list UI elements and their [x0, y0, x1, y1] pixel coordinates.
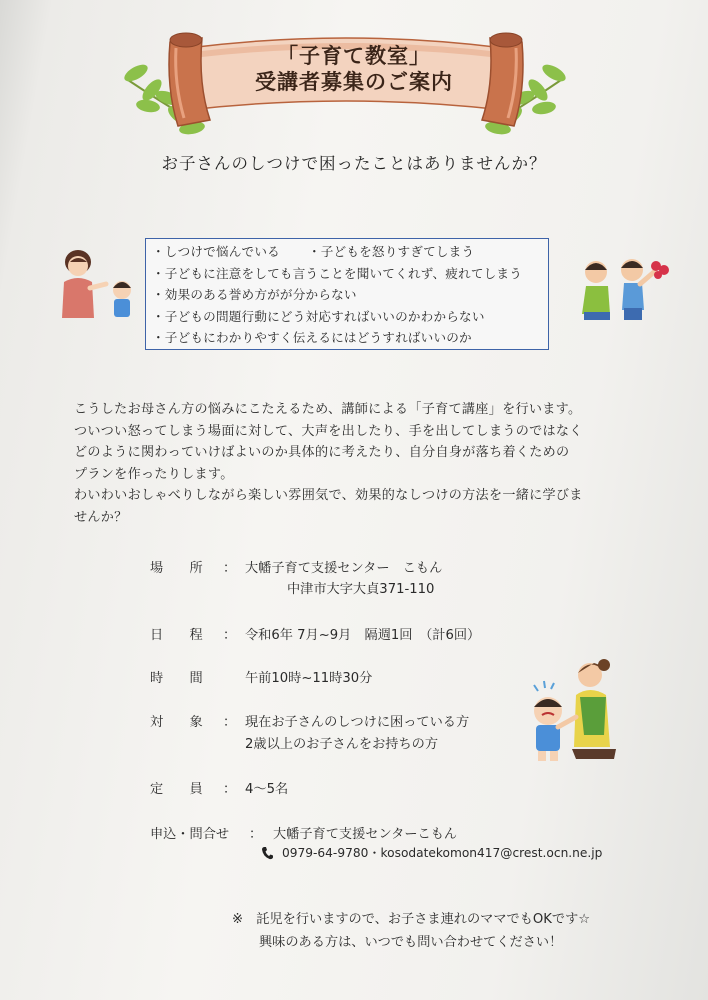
colon: ：	[223, 782, 237, 797]
capacity-value: 4～5名	[245, 782, 289, 797]
worry-item: ・子どもにわかりやすく伝えるにはどうすればいいのか	[152, 330, 472, 345]
colon: ：	[223, 715, 237, 730]
intro-paragraph	[74, 399, 634, 529]
intro-line: プランを作ったりします。	[74, 466, 234, 482]
banner-title-line2: 受講者募集のご案内	[255, 70, 453, 94]
target-label: 対 象	[150, 715, 203, 730]
target-value-1: 現在お子さんのしつけに困っている方	[245, 715, 470, 730]
schedule-label: 日 程	[150, 628, 203, 643]
intro-line: ついつい怒ってしまう場面に対して、大声を出したり、手を出してしまうのではなく	[74, 423, 583, 439]
worry-item: ・子どもを怒りすぎてしまう	[307, 244, 475, 259]
headline-question: お子さんのしつけで困ったことはありませんか？	[161, 154, 547, 173]
contact-phone-email: 0979-64-9780・kosodatekomon417@crest.ocn.ne.jp	[282, 846, 603, 860]
worry-item: ・しつけで悩んでいる	[152, 244, 280, 259]
contact-label: 申込・問合せ	[150, 827, 230, 842]
footnote	[232, 908, 590, 954]
mother-scolding-illustration	[56, 244, 140, 320]
banner-title-line1: 「子育て教室」	[277, 44, 431, 68]
intro-line: せんか？	[74, 509, 128, 525]
intro-line: どのように関わっていけばよいのか具体的に考えたり、自分自身が落ち着くための	[74, 445, 570, 461]
place-value: 大幡子育て支援センター こもん	[245, 561, 443, 576]
intro-line: わいわいおしゃべりしながら楽しい雰囲気で、効果的なしつけの方法を一緒に学びま	[74, 488, 583, 504]
place-label: 場 所	[150, 561, 203, 576]
target-value-2: 2歳以上のお子さんをお持ちの方	[245, 737, 439, 752]
worries-box	[145, 238, 549, 350]
children-fighting-illustration	[574, 250, 674, 326]
colon: ：	[249, 827, 263, 842]
worry-item: ・子どもの問題行動にどう対応すればいいのかわからない	[152, 308, 485, 324]
intro-line: こうしたお母さん方の悩みにこたえるため、講師による「子育て講座」を行います。	[74, 402, 582, 417]
contact-value: 大幡子育て支援センターこもん	[273, 827, 458, 842]
schedule-value: 令和6年 7月~9月 隔週1回 （計6回）	[245, 628, 481, 643]
mother-comforting-child-illustration	[524, 655, 624, 767]
footnote-line-2: 興味のある方は、いつでも問い合わせてください！	[259, 935, 563, 950]
colon: ：	[223, 561, 237, 576]
worry-item: ・子どもに注意をしても言うことを聞いてくれず、疲れてしまう	[152, 265, 523, 281]
time-value: 午前10時~11時30分	[245, 671, 373, 686]
colon: ：	[223, 628, 237, 643]
time-label: 時 間	[150, 671, 203, 686]
footnote-line-1: ※ 託児を行いますので、お子さま連れのママでもOKです☆	[232, 912, 591, 927]
capacity-label: 定 員	[150, 782, 203, 797]
place-address: 中津市大字大貞371-110	[287, 582, 435, 597]
worry-row-1	[152, 241, 548, 263]
phone-icon	[261, 846, 273, 860]
worry-item: ・効果のある誉め方がが分からない	[152, 287, 357, 302]
